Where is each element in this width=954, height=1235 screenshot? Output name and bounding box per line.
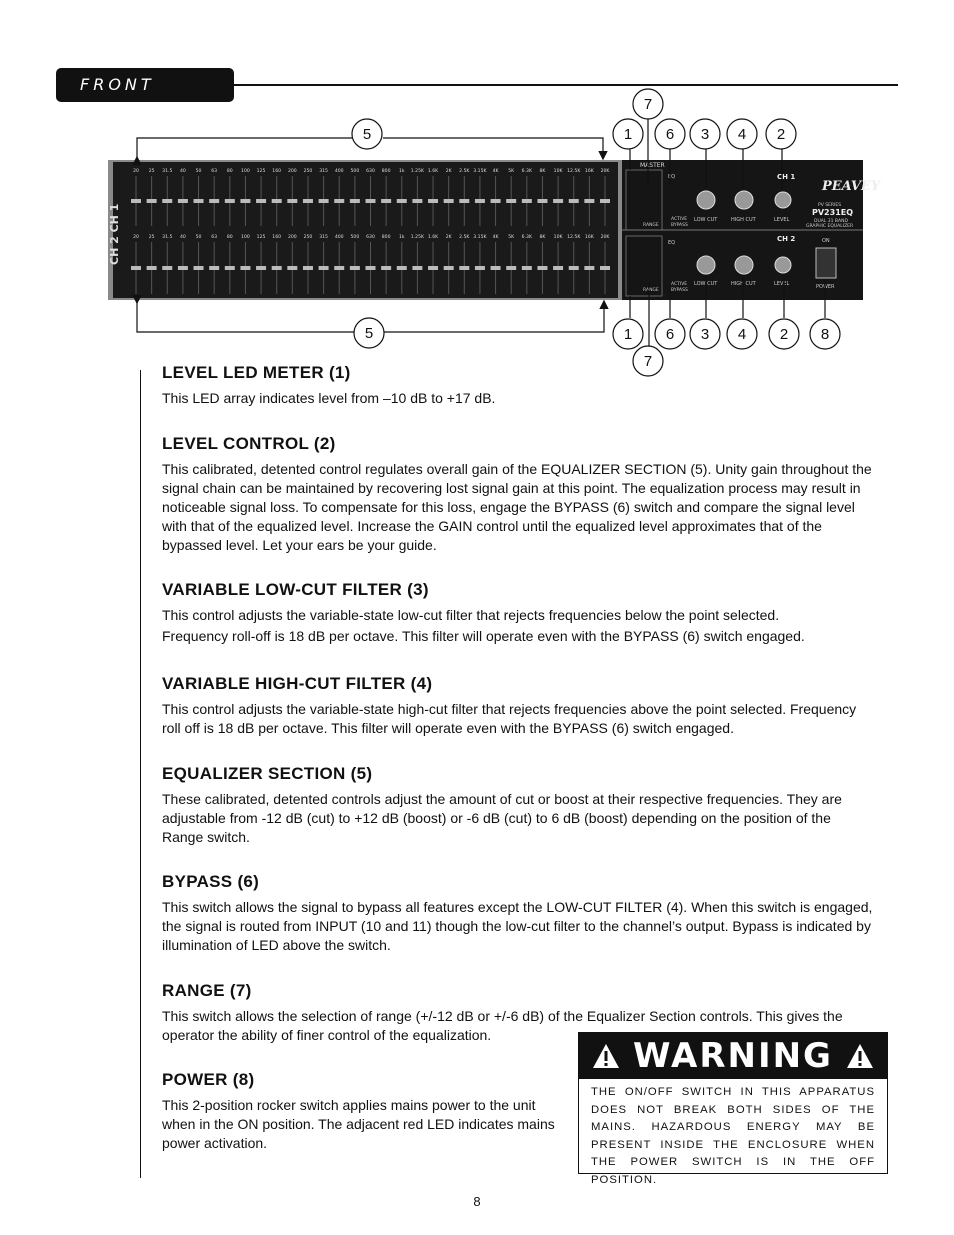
- section-body: This switch allows the selection of range (+/-12 dB or +/-6 dB) of the Equalizer Section controls. This gives the operator the ability of finer control of the equalization.: [162, 1008, 843, 1043]
- slider-cap: [240, 266, 250, 270]
- eq-label-ch1: EQ: [668, 174, 676, 180]
- callout-1-bottom-label: 1: [623, 326, 633, 343]
- freq-label: 2K: [445, 235, 452, 240]
- front-panel-diagram: [0, 0, 954, 380]
- section-level-led-meter: [162, 363, 874, 408]
- ch1-label: CH 1: [777, 173, 796, 181]
- callout-1-top-label: 1: [623, 126, 633, 143]
- freq-label: 25: [148, 235, 155, 240]
- callout-4-bottom-label: 4: [737, 326, 747, 343]
- slider-cap: [162, 199, 172, 203]
- power-label: POWER: [816, 284, 835, 290]
- freq-label: 100: [241, 169, 250, 174]
- freq-label: 160: [272, 235, 282, 240]
- freq-label: 1.6K: [427, 169, 439, 174]
- freq-label: 400: [334, 169, 344, 174]
- freq-label: 20K: [600, 235, 610, 240]
- slider-cap: [491, 266, 501, 270]
- freq-label: 63: [211, 235, 218, 240]
- active-label-ch2: ACTIVE: [671, 282, 688, 287]
- slider-cap: [491, 199, 501, 203]
- slider-cap: [162, 266, 172, 270]
- freq-label: 40: [179, 169, 186, 174]
- freq-label: 2.5K: [459, 235, 470, 240]
- freq-label: 80: [226, 235, 233, 240]
- slider-cap: [131, 199, 141, 203]
- slider-cap: [350, 199, 360, 203]
- callout-2-bottom-label: 2: [779, 326, 789, 343]
- slider-cap: [256, 266, 266, 270]
- high-cut-label-ch1: HIGH CUT: [731, 217, 756, 223]
- freq-label: 16K: [584, 235, 594, 240]
- slider-cap: [209, 266, 219, 270]
- range-label-ch2: RANGE: [643, 288, 659, 293]
- slider-cap: [444, 199, 454, 203]
- series-label: PV SERIES: [818, 203, 842, 208]
- section-title: RANGE (7): [162, 981, 252, 1000]
- callout-2-top-label: 2: [776, 126, 786, 143]
- freq-label: 8K: [539, 235, 546, 240]
- section-body: This calibrated, detented control regulates overall gain of the EQUALIZER SECTION (5). Unity gain throughout the signal chain can be maintained by recovering lost signal gain at this point. The equalization process may result in noticeable signal loss. To compensate for this loss, engage the BYPASS (6) switch and compare the signal level with that of the equalized level. Increase the GAIN control until the equalized level approximates that of the bypassed level. Let your ears be your guide.: [162, 461, 872, 553]
- master-label: MASTER: [640, 162, 665, 169]
- freq-label: 250: [303, 169, 313, 174]
- freq-label: 6.3K: [521, 235, 532, 240]
- callout-5-top-label: 5: [362, 126, 372, 143]
- high-cut-knob-ch2: [735, 256, 753, 274]
- warning-header: [579, 1033, 887, 1079]
- slider-cap: [147, 266, 157, 270]
- freq-label: 1k: [398, 169, 405, 174]
- section-body-2: Frequency roll-off is 18 dB per octave. This filter will operate even with the BYPASS (6) switch engaged.: [162, 628, 805, 644]
- slider-cap: [397, 266, 407, 270]
- freq-label: 63: [211, 169, 218, 174]
- slider-cap: [522, 266, 532, 270]
- freq-label: 80: [226, 169, 233, 174]
- freq-label: 500: [350, 169, 360, 174]
- freq-label: 2.5K: [459, 169, 470, 174]
- slider-cap: [194, 199, 204, 203]
- slider-cap: [584, 199, 594, 203]
- slider-cap: [475, 266, 485, 270]
- callout-3-bottom-label: 3: [700, 326, 710, 343]
- slider-cap: [256, 199, 266, 203]
- channel-side-label: CH 2 CH 1: [108, 203, 121, 265]
- eq-label-ch2: EQ: [668, 240, 676, 246]
- freq-label: 16K: [584, 169, 594, 174]
- slider-cap: [412, 266, 422, 270]
- page-number: 8: [473, 1194, 481, 1209]
- freq-label: 5K: [508, 169, 515, 174]
- warning-text: THE ON/OFF SWITCH IN THIS APPARATUS DOES NOT BREAK BOTH SIDES OF THE MAINS. HAZARDOUS ENERGY MAY BE PRESENT INSIDE THE ENCLOSURE WHEN THE POWER SWITCH IS IN THE OFF POSITION.: [591, 1086, 875, 1186]
- slider-cap: [459, 266, 469, 270]
- slider-cap: [428, 266, 438, 270]
- freq-label: 200: [287, 169, 297, 174]
- level-knob-ch1: [775, 192, 791, 208]
- freq-label: 31.5: [162, 169, 173, 174]
- slider-cap: [537, 199, 547, 203]
- power-on-label: ON: [822, 238, 830, 244]
- high-cut-label-ch2: HIGH CUT: [731, 281, 756, 287]
- freq-label: 1k: [398, 235, 405, 240]
- freq-label: 8K: [539, 169, 546, 174]
- freq-label: 40: [179, 235, 186, 240]
- slider-cap: [444, 266, 454, 270]
- warning-box: [578, 1032, 888, 1186]
- section-title: BYPASS (6): [162, 872, 260, 891]
- low-cut-knob-ch2: [697, 256, 715, 274]
- high-cut-knob-ch1: [735, 191, 753, 209]
- slider-cap: [537, 266, 547, 270]
- freq-label: 10K: [553, 235, 563, 240]
- slider-cap: [178, 199, 188, 203]
- level-knob-ch2: [775, 257, 791, 273]
- model-label: PV231EQ: [812, 208, 854, 217]
- slider-cap: [506, 266, 516, 270]
- slider-cap: [475, 199, 485, 203]
- section-equalizer: [162, 764, 874, 847]
- freq-label: 31.5: [162, 235, 173, 240]
- freq-label: 2K: [445, 169, 452, 174]
- slider-cap: [584, 266, 594, 270]
- range-label-ch1: RANGE: [643, 223, 659, 228]
- freq-label: 20K: [600, 169, 610, 174]
- slider-cap: [569, 199, 579, 203]
- freq-label: 500: [350, 235, 360, 240]
- level-label-ch1: LEVEL: [774, 217, 790, 223]
- section-title: VARIABLE LOW-CUT FILTER (3): [162, 580, 429, 599]
- callout-5-bottom-label: 5: [364, 325, 374, 342]
- freq-label: 125: [256, 169, 266, 174]
- slider-cap: [225, 266, 235, 270]
- freq-label: 125: [256, 235, 266, 240]
- power-switch: [816, 248, 836, 278]
- slider-cap: [366, 199, 376, 203]
- slider-cap: [319, 199, 329, 203]
- freq-label: 50: [195, 169, 202, 174]
- section-margin-line: [140, 370, 141, 1178]
- freq-label: 400: [334, 235, 344, 240]
- section-body: These calibrated, detented controls adjust the amount of cut or boost at their respective frequencies. They are adjustable from -12 dB (cut) to +12 dB (boost) or -6 dB (cut) to 6 dB (boost) depending on the position of the Range switch.: [162, 791, 842, 845]
- freq-label: 6.3K: [521, 169, 532, 174]
- section-title: POWER (8): [162, 1070, 255, 1089]
- slider-cap: [287, 266, 297, 270]
- callout-6-top-label: 6: [665, 126, 675, 143]
- section-title: LEVEL LED METER (1): [162, 363, 351, 382]
- freq-label: 315: [319, 169, 328, 174]
- model-desc-2: GRAPHIC EQUALIZER: [806, 224, 854, 229]
- slider-cap: [287, 199, 297, 203]
- section-title: EQUALIZER SECTION (5): [162, 764, 373, 783]
- freq-label: 800: [381, 169, 391, 174]
- callout-4-top-label: 4: [737, 126, 747, 143]
- freq-label: 20: [133, 235, 139, 240]
- slider-cap: [334, 199, 344, 203]
- freq-label: 630: [366, 169, 375, 174]
- slider-cap: [334, 266, 344, 270]
- freq-label: 630: [366, 235, 375, 240]
- callout-3-top-label: 3: [700, 126, 710, 143]
- warning-triangle-icon: [845, 1042, 875, 1070]
- bypass-label-ch1: BYPASS: [671, 223, 688, 228]
- section-body: This control adjusts the variable-state high-cut filter that rejects frequencies above the point selected. Frequency roll off is 18 dB per octave. This filter will operate even with the BYPASS (6) switch engaged.: [162, 701, 857, 736]
- slider-cap: [553, 266, 563, 270]
- slider-cap: [303, 266, 313, 270]
- slider-cap: [303, 199, 313, 203]
- slider-cap: [194, 266, 204, 270]
- slider-cap: [209, 199, 219, 203]
- freq-label: 100: [241, 235, 250, 240]
- level-label-ch2: LEVEL: [774, 281, 790, 287]
- slider-cap: [350, 266, 360, 270]
- section-level-control: [162, 434, 874, 555]
- freq-label: 50: [195, 235, 202, 240]
- slider-cap: [272, 266, 282, 270]
- warning-triangle-icon: [591, 1042, 621, 1070]
- freq-label: 3.15K: [473, 169, 487, 174]
- freq-label: 1.25K: [410, 235, 425, 240]
- freq-label: 3.15K: [473, 235, 487, 240]
- model-desc-1: DUAL 31 BAND: [814, 219, 848, 224]
- freq-label: 1.25K: [410, 169, 425, 174]
- warning-title: WARNING: [633, 1036, 833, 1076]
- low-cut-label-ch2: LOW CUT: [694, 281, 718, 287]
- freq-label: 25: [148, 169, 155, 174]
- slider-cap: [553, 199, 563, 203]
- freq-label: 250: [303, 235, 313, 240]
- callout-8-bottom-label: 8: [820, 326, 830, 343]
- section-title: LEVEL CONTROL (2): [162, 434, 336, 453]
- freq-label: 800: [381, 235, 391, 240]
- section-title: VARIABLE HIGH-CUT FILTER (4): [162, 674, 433, 693]
- freq-label: 12.5K: [567, 235, 581, 240]
- front-panel-tab: FRONT PANEL: [56, 68, 234, 102]
- slider-cap: [569, 266, 579, 270]
- section-body: This 2-position rocker switch applies mains power to the unit when in the ON position. The adjacent red LED indicates mains power activation.: [162, 1097, 555, 1151]
- slider-cap: [600, 199, 610, 203]
- slider-cap: [225, 199, 235, 203]
- slider-cap: [240, 199, 250, 203]
- slider-cap: [428, 199, 438, 203]
- slider-cap: [272, 199, 282, 203]
- slider-cap: [366, 266, 376, 270]
- low-cut-label-ch1: LOW CUT: [694, 217, 718, 223]
- section-bypass: [162, 872, 874, 955]
- slider-cap: [147, 199, 157, 203]
- freq-label: 1.6K: [427, 235, 439, 240]
- slider-cap: [397, 199, 407, 203]
- freq-label: 5K: [508, 235, 515, 240]
- slider-cap: [506, 199, 516, 203]
- bypass-label-ch2: BYPASS: [671, 288, 688, 293]
- freq-label: 12.5K: [567, 169, 581, 174]
- section-body: This switch allows the signal to bypass all features except the LOW-CUT FILTER (4). When this switch is engaged, the signal is routed from INPUT (10 and 11) though the low-cut filter to the channel’s output. Bypass is indicated by illumination of LED above the switch.: [162, 899, 873, 953]
- active-label-ch1: ACTIVE: [671, 217, 688, 222]
- brand-logo: PEAVEY: [822, 179, 881, 194]
- callout-7-top-label: 7: [643, 96, 653, 113]
- slider-cap: [412, 199, 422, 203]
- callout-6-bottom-label: 6: [665, 326, 675, 343]
- low-cut-knob-ch1: [697, 191, 715, 209]
- slider-cap: [600, 266, 610, 270]
- freq-label: 4K: [492, 235, 499, 240]
- section-power: [162, 1070, 562, 1153]
- freq-label: 200: [287, 235, 297, 240]
- slider-cap: [381, 266, 391, 270]
- slider-cap: [178, 266, 188, 270]
- ch2-label: CH 2: [777, 235, 796, 243]
- callout-7-bottom-label: 7: [643, 353, 653, 370]
- section-high-cut-filter: [162, 674, 874, 738]
- freq-label: 4K: [492, 169, 499, 174]
- freq-label: 20: [133, 169, 139, 174]
- freq-label: 10K: [553, 169, 563, 174]
- slider-cap: [381, 199, 391, 203]
- slider-cap: [131, 266, 141, 270]
- section-body: This control adjusts the variable-state low-cut filter that rejects frequencies below the point selected.: [162, 607, 780, 623]
- section-body: This LED array indicates level from –10 dB to +17 dB.: [162, 390, 496, 406]
- freq-label: 315: [319, 235, 328, 240]
- slider-cap: [522, 199, 532, 203]
- freq-label: 160: [272, 169, 282, 174]
- slider-cap: [459, 199, 469, 203]
- slider-cap: [319, 266, 329, 270]
- section-low-cut-filter: [162, 580, 874, 646]
